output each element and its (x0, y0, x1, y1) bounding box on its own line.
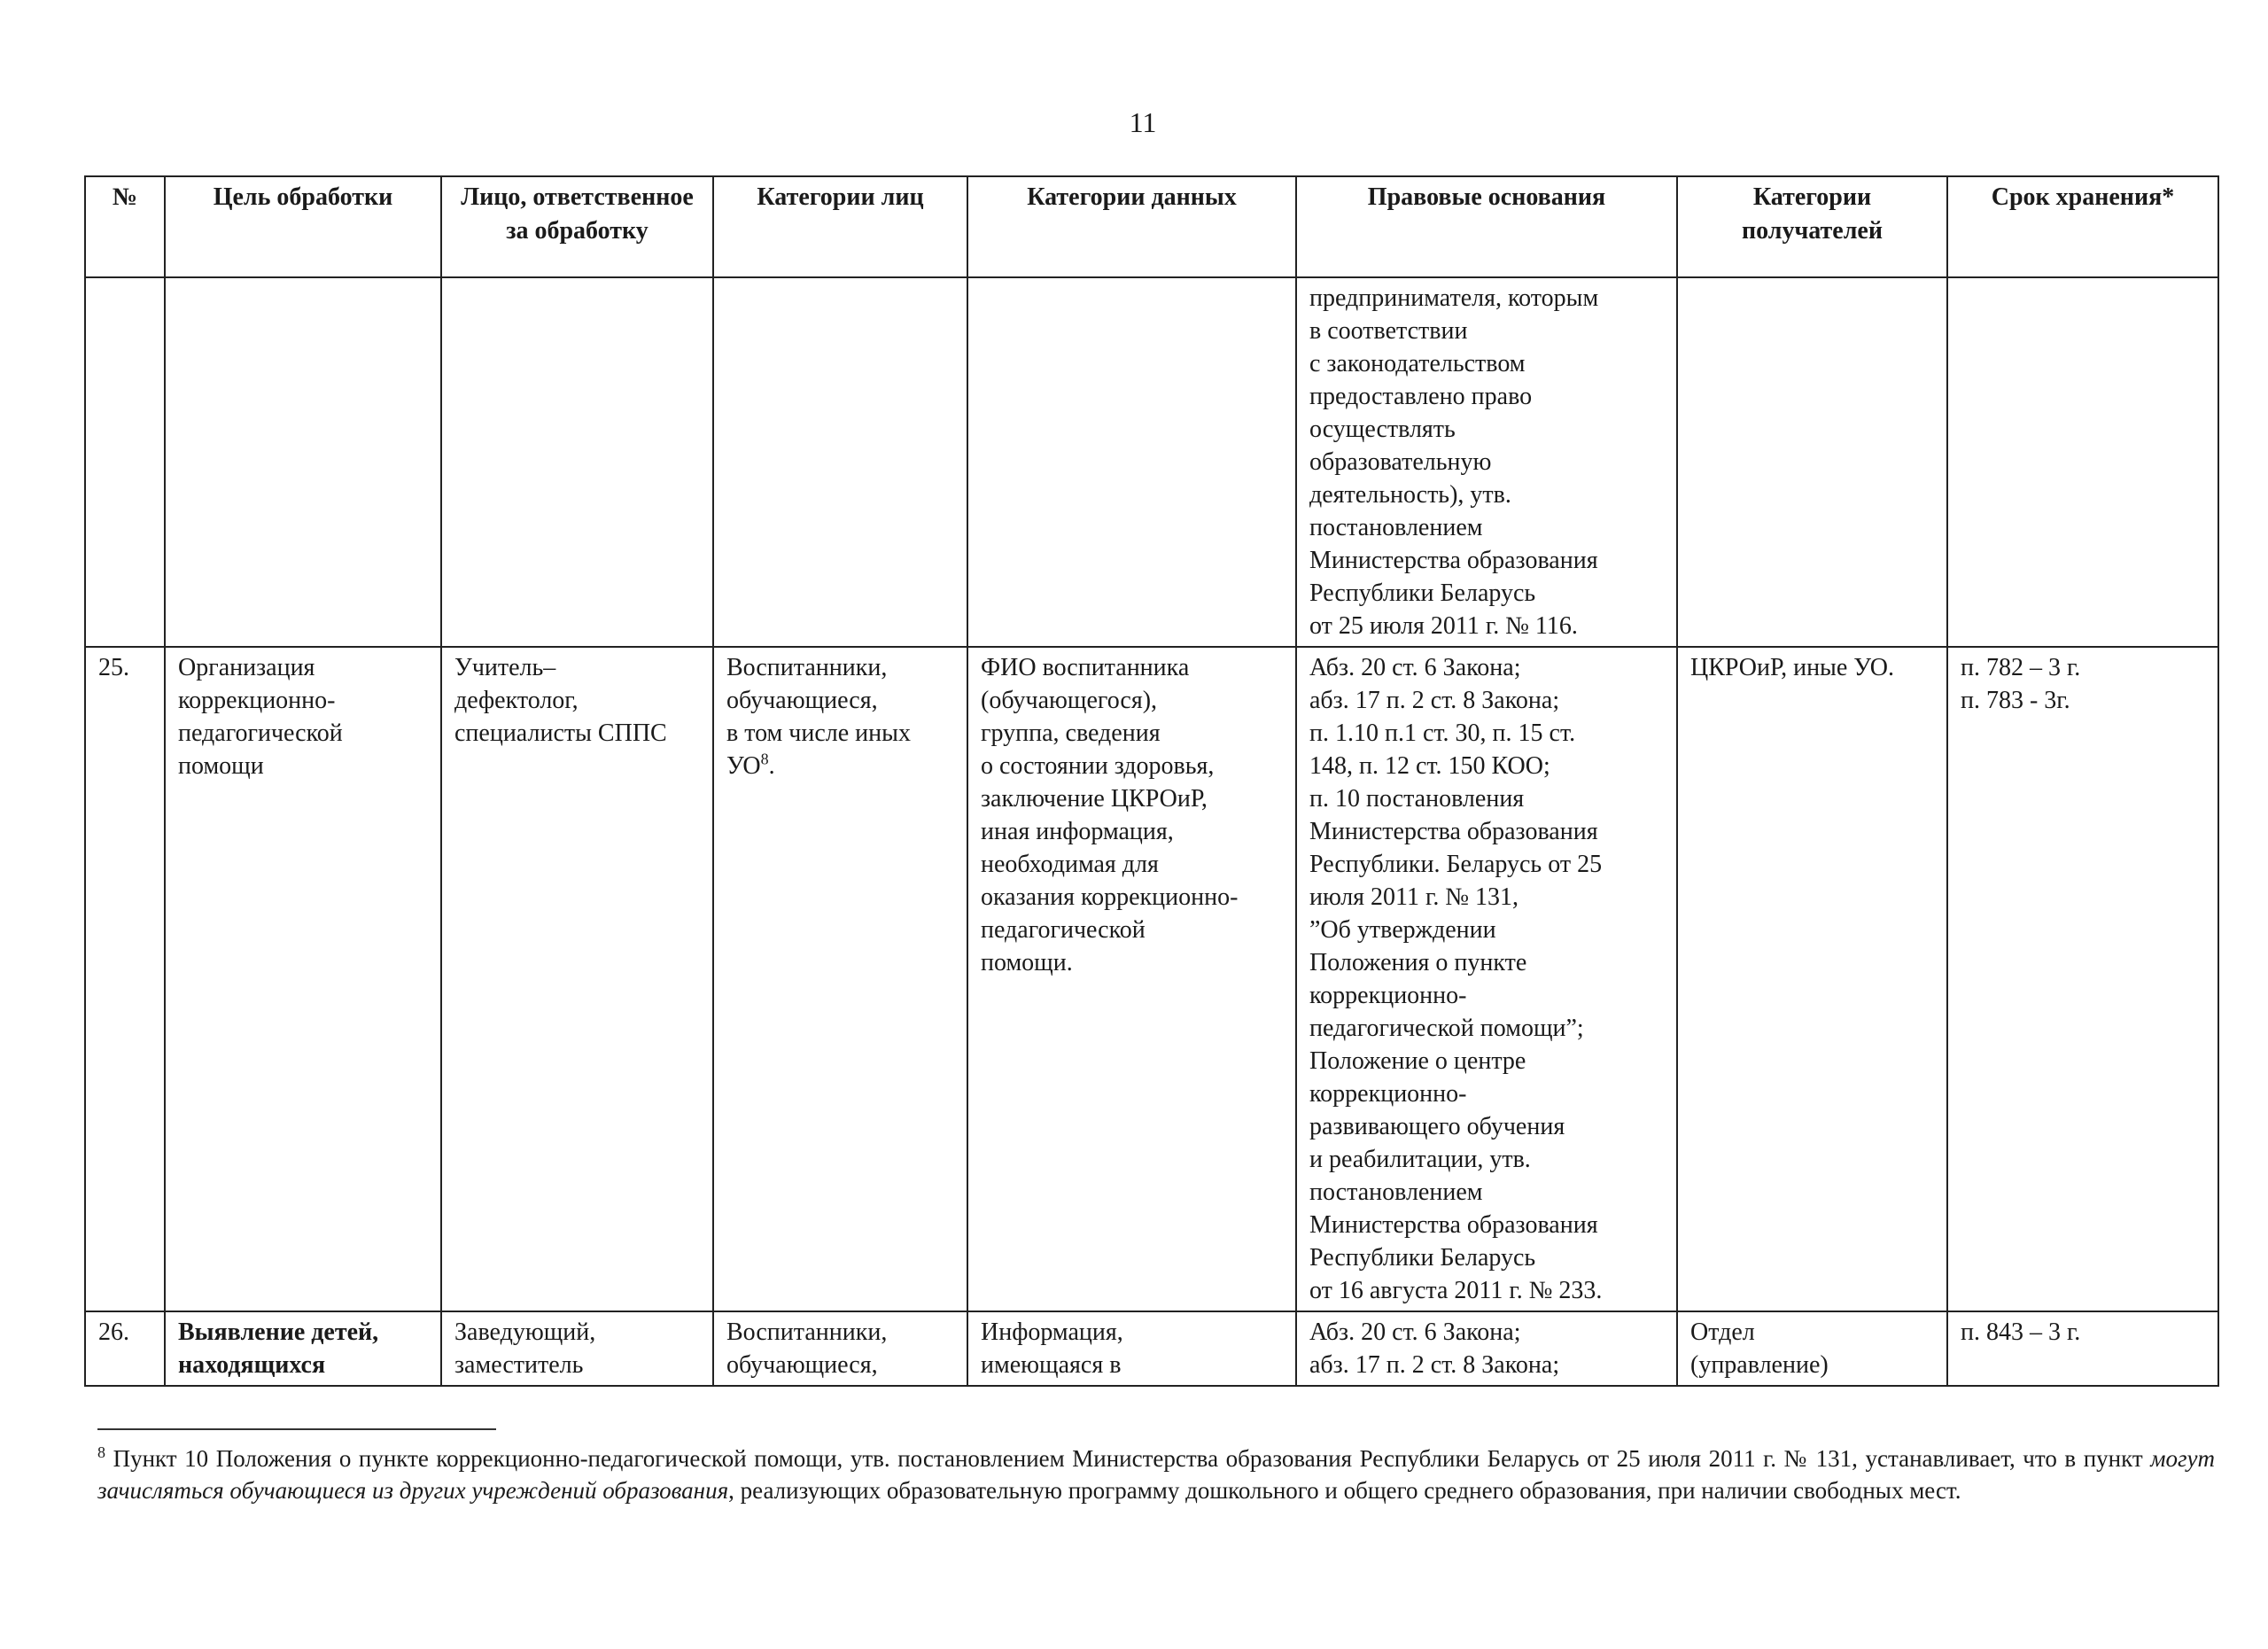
cell-recipients: ЦКРОиР, иные УО. (1677, 647, 1947, 1311)
legal-basis-line: абз. 17 п. 2 ст. 8 Закона; (1309, 687, 1560, 714)
cell-purpose (165, 647, 441, 1311)
responsible-line: Заведующий, (454, 1318, 596, 1346)
page-number: 11 (1129, 106, 1157, 138)
purpose-line: Организация (178, 654, 315, 681)
responsible-line: заместитель (454, 1351, 584, 1379)
header-purpose: Цель обработки (165, 176, 441, 277)
legal-basis-line: Республики. Беларусь от 25 (1309, 851, 1603, 878)
footnote-mark: 8 (97, 1443, 105, 1461)
legal-basis-line: деятельность), утв. (1309, 481, 1511, 509)
footnote-italic-text: могут зачисляться обучающиеся из других учреждений образования (97, 1445, 2215, 1504)
person-last-suffix: . (768, 752, 775, 780)
legal-basis-line: и реабилитации, утв. (1309, 1146, 1531, 1173)
header-person-categories: Категории лиц (713, 176, 967, 277)
cell-person-categories (713, 647, 967, 1311)
purpose-line: коррекционно- (178, 687, 336, 714)
purpose-line: педагогической (178, 719, 343, 747)
legal-basis-line: от 16 августа 2011 г. № 233. (1309, 1277, 1603, 1304)
legal-basis-line: Абз. 20 ст. 6 Закона; (1309, 1318, 1521, 1346)
footnote-reference: 8 (760, 750, 769, 768)
legal-basis-line: постановлением (1309, 1178, 1483, 1206)
legal-basis-line: Республики Беларусь (1309, 1244, 1536, 1272)
header-retention: Срок хранения* (1947, 176, 2218, 277)
retention-line: п. 782 – 3 г. (1961, 654, 2081, 681)
legal-basis-line: Положения о пункте (1309, 949, 1527, 976)
footnote (97, 1443, 2215, 1506)
legal-basis-line: образовательную (1309, 448, 1492, 476)
legal-basis-line: осуществлять (1309, 416, 1456, 443)
legal-basis-line: п. 1.10 п.1 ст. 30, п. 15 ст. (1309, 719, 1576, 747)
cell-retention: п. 843 – 3 г. (1947, 1311, 2218, 1386)
data-line: необходимая для (981, 851, 1159, 878)
header-responsible: Лицо, ответственное за обработку (441, 176, 713, 277)
table-row-25 (85, 647, 2218, 1311)
legal-basis-line: Положение о центре (1309, 1047, 1526, 1075)
cell-data-categories (967, 1311, 1296, 1386)
footnote-text-after: , реализующих образовательную программу дошкольного и общего среднего образования, при наличии свободных мест. (728, 1477, 1961, 1504)
legal-basis-line: Министерства образования (1309, 547, 1598, 574)
legal-basis-line: Абз. 20 ст. 6 Закона; (1309, 654, 1521, 681)
data-line: ФИО воспитанника (981, 654, 1190, 681)
person-line (726, 750, 954, 782)
legal-basis-line: педагогической помощи”; (1309, 1015, 1584, 1042)
data-line: иная информация, (981, 818, 1174, 845)
processing-register-table (84, 175, 2219, 1387)
cell-data-categories (967, 647, 1296, 1311)
data-line: Информация, (981, 1318, 1123, 1346)
cell-purpose (165, 277, 441, 647)
purpose-line: помощи (178, 752, 264, 780)
legal-basis-line: в соответствии (1309, 317, 1468, 345)
header-data-categories: Категории данных (967, 176, 1296, 277)
data-line: о состоянии здоровья, (981, 752, 1215, 780)
legal-basis-line: предоставлено право (1309, 383, 1533, 410)
cell-responsible (441, 647, 713, 1311)
footnote-text-before: Пункт 10 Положения о пункте коррекционно-педагогической помощи, утв. постановлением Министерства образования Республики Беларусь от 25 июля 2011 г. № 131, устанавливает, что в пункт (105, 1445, 2151, 1472)
data-line: помощи. (981, 949, 1073, 976)
legal-basis-line: постановлением (1309, 514, 1483, 541)
retention-line: п. 783 - 3г. (1961, 687, 2070, 714)
footnote-separator (97, 1428, 496, 1430)
person-last-word: УО (726, 752, 761, 780)
legal-basis-line: Республики Беларусь (1309, 579, 1536, 607)
recipients-line: (управление) (1690, 1351, 1829, 1379)
cell-retention (1947, 647, 2218, 1311)
data-line: (обучающегося), (981, 687, 1158, 714)
header-num: № (85, 176, 165, 277)
cell-num: 26. (85, 1311, 165, 1386)
person-line: обучающиеся, (726, 687, 878, 714)
legal-basis-line: от 25 июля 2011 г. № 116. (1309, 612, 1578, 640)
recipients-line: Отдел (1690, 1318, 1755, 1346)
responsible-line: Учитель– (454, 654, 556, 681)
header-legal-basis: Правовые основания (1296, 176, 1677, 277)
legal-basis-line: ”Об утверждении (1309, 916, 1496, 944)
legal-basis-line: 148, п. 12 ст. 150 КОО; (1309, 752, 1550, 780)
person-line: Воспитанники, (726, 654, 888, 681)
data-line: педагогической (981, 916, 1146, 944)
cell-recipients (1677, 1311, 1947, 1386)
person-line: в том числе иных (726, 719, 911, 747)
legal-basis-line: коррекционно- (1309, 1080, 1467, 1108)
purpose-line: находящихся (178, 1351, 326, 1379)
legal-basis-line: с законодательством (1309, 350, 1526, 377)
cell-legal-basis (1296, 277, 1677, 647)
legal-basis-line: развивающего обучения (1309, 1113, 1565, 1140)
legal-basis-line: предпринимателя, которым (1309, 284, 1599, 312)
legal-basis-line: коррекционно- (1309, 982, 1467, 1009)
legal-basis-line: июля 2011 г. № 131, (1309, 883, 1519, 911)
cell-person-categories (713, 277, 967, 647)
cell-num: 25. (85, 647, 165, 1311)
cell-retention (1947, 277, 2218, 647)
responsible-line: дефектолог, (454, 687, 579, 714)
cell-purpose (165, 1311, 441, 1386)
data-line: оказания коррекционно- (981, 883, 1239, 911)
legal-basis-line: Министерства образования (1309, 1211, 1598, 1239)
responsible-line: специалисты СППС (454, 719, 667, 747)
header-recipients: Категории получателей (1677, 176, 1947, 277)
cell-data-categories (967, 277, 1296, 647)
cell-recipients (1677, 277, 1947, 647)
person-line: обучающиеся, (726, 1351, 878, 1379)
person-line: Воспитанники, (726, 1318, 888, 1346)
cell-responsible (441, 1311, 713, 1386)
data-line: заключение ЦКРОиР, (981, 785, 1208, 813)
table-row-continued (85, 277, 2218, 647)
cell-person-categories (713, 1311, 967, 1386)
legal-basis-line: п. 10 постановления (1309, 785, 1525, 813)
legal-basis-line: абз. 17 п. 2 ст. 8 Закона; (1309, 1351, 1560, 1379)
cell-legal-basis (1296, 647, 1677, 1311)
table-row-26 (85, 1311, 2218, 1386)
header-row (85, 176, 2218, 277)
cell-responsible (441, 277, 713, 647)
data-line: имеющаяся в (981, 1351, 1122, 1379)
cell-legal-basis (1296, 1311, 1677, 1386)
data-line: группа, сведения (981, 719, 1161, 747)
legal-basis-line: Министерства образования (1309, 818, 1598, 845)
cell-num (85, 277, 165, 647)
purpose-line: Выявление детей, (178, 1318, 379, 1346)
